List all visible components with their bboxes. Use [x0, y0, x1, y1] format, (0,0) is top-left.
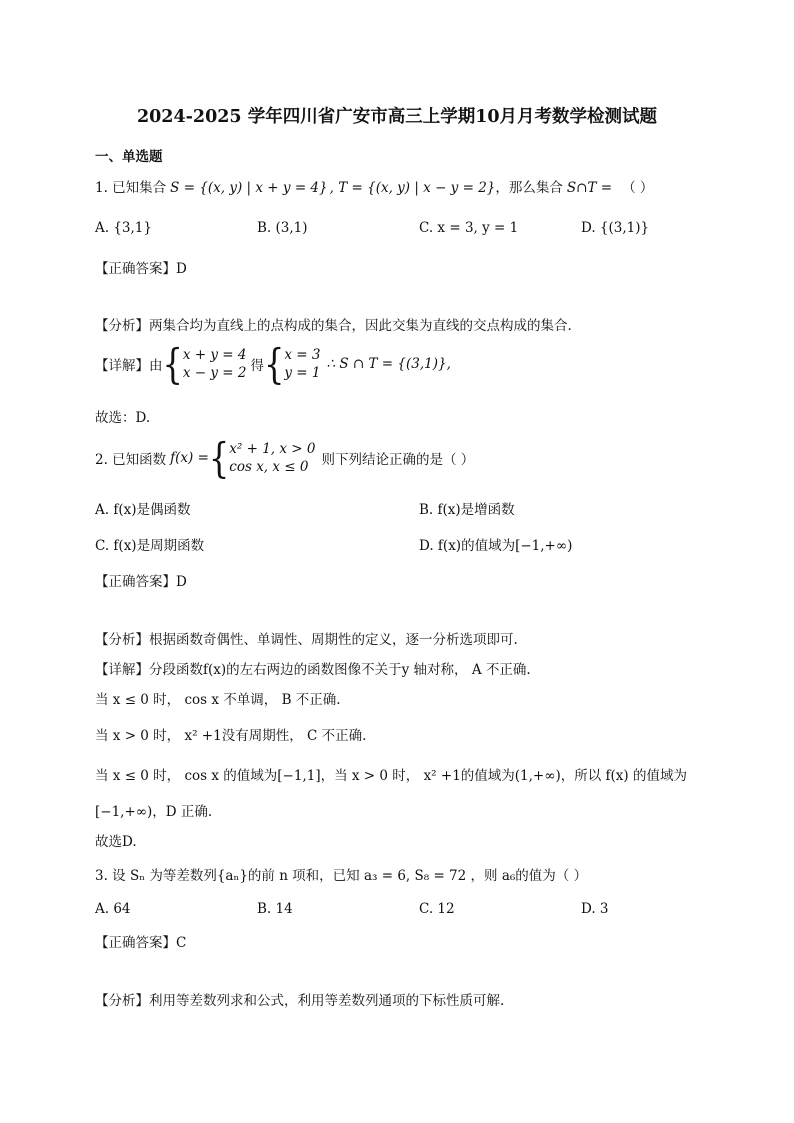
- q1-detail-tail: ∴ S ∩ T = {(3,1)},: [326, 356, 451, 373]
- q1-analysis: 【分析】两集合均为直线上的点构成的集合，因此交集为直线的交点构成的集合.: [95, 318, 572, 334]
- q2-option-d: D. f(x)的值域为[−1,+∞): [419, 538, 573, 554]
- q1-option-d: D. {(3,1)}: [581, 220, 650, 236]
- q1-prefix: 1. 已知集合: [95, 180, 167, 196]
- q3-analysis: 【分析】利用等差数列求和公式，利用等差数列通项的下标性质可解.: [95, 993, 505, 1009]
- q2-option-c: C. f(x)是周期函数: [95, 538, 205, 554]
- q2-line-1: 当 x ≤ 0 时， cos x 不单调， B 不正确.: [95, 692, 341, 708]
- q1-T-definition: T = {(x, y) | x − y = 2}: [338, 180, 496, 196]
- q2-function-name: f(x) =: [170, 450, 209, 467]
- q1-set-expression: S∩T =: [566, 180, 613, 196]
- q1-tail: ，那么集合: [495, 180, 563, 196]
- q2-answer: 【正确答案】D: [95, 574, 187, 590]
- q3-option-c: C. 12: [419, 901, 455, 917]
- q1-system-2-row1: x = 3: [284, 347, 321, 363]
- q1-answer: 【正确答案】D: [95, 261, 187, 277]
- q2-case-1: x² + 1, x > 0: [229, 441, 316, 457]
- q2-choose: 故选D.: [95, 834, 137, 850]
- q2-line-4: [−1,+∞)，D 正确.: [95, 804, 213, 820]
- q3-answer: 【正确答案】C: [95, 935, 187, 951]
- q1-option-a: A. {3,1}: [95, 220, 152, 236]
- q1-system-2: [284, 346, 320, 382]
- q1-system-1-row1: x + y = 4: [182, 347, 247, 363]
- q1-detail-prefix: 【详解】由: [95, 358, 163, 375]
- q2-line-2: 当 x > 0 时， x² +1没有周期性， C 不正确.: [95, 728, 367, 744]
- q2-cases: [229, 440, 315, 476]
- q3-option-b: B. 14: [257, 901, 293, 917]
- q3-option-d: D. 3: [581, 901, 609, 917]
- q1-detail: [95, 339, 451, 389]
- q1-S-definition: S = {(x, y) | x + y = 4}: [170, 180, 328, 196]
- q1-option-c: C. x = 3, y = 1: [419, 220, 519, 236]
- q1-system-1-row2: x − y = 2: [182, 365, 247, 382]
- q2-case-2: cos x, x ≤ 0: [229, 459, 309, 476]
- q1-detail-mid: 得: [250, 358, 264, 375]
- q1-system-2-row2: y = 1: [284, 365, 321, 382]
- q3-stem: 3. 设 Sₙ 为等差数列{aₙ}的前 n 项和，已知 a₃ = 6, S₈ = 72 ，则 a₆的值为（ ）: [95, 868, 588, 884]
- q2-tail: 则下列结论正确的是（ ）: [321, 452, 475, 469]
- q2-option-a: A. f(x)是偶函数: [95, 502, 191, 518]
- q1-option-b: B. (3,1): [257, 220, 308, 236]
- q2-prefix: 2. 已知函数: [95, 452, 167, 469]
- q1-system-1: [183, 346, 247, 382]
- section-heading: 一、单选题: [95, 149, 163, 165]
- q3-option-a: A. 64: [95, 901, 131, 917]
- q2-analysis: 【分析】根据函数奇偶性、单调性、周期性的定义，逐一分析选项即可.: [95, 632, 518, 648]
- document-title: 2024-2025 学年四川省广安市高三上学期10月月考数学检测试题: [136, 107, 658, 127]
- q1-stem: 1. 已知集合 S = {(x, y) | x + y = 4} , T = {(x, y) | x − y = 2}，那么集合 S∩T = （ ）: [95, 180, 654, 196]
- q2-stem: [95, 433, 475, 483]
- q2-case-brace: {: [208, 433, 230, 483]
- q1-solution-brace: {: [263, 339, 285, 389]
- q1-system-brace: {: [162, 339, 183, 389]
- q2-detail: 【详解】分段函数f(x)的左右两边的函数图像不关于y 轴对称， A 不正确.: [95, 662, 531, 678]
- q2-line-3: 当 x ≤ 0 时， cos x 的值域为[−1,1]，当 x > 0 时， x² +1的值域为(1,+∞)，所以 f(x) 的值域为: [95, 768, 687, 784]
- q2-option-b: B. f(x)是增函数: [419, 502, 515, 518]
- q1-choose: 故选：D.: [95, 410, 151, 426]
- q1-paren: （ ）: [622, 180, 654, 196]
